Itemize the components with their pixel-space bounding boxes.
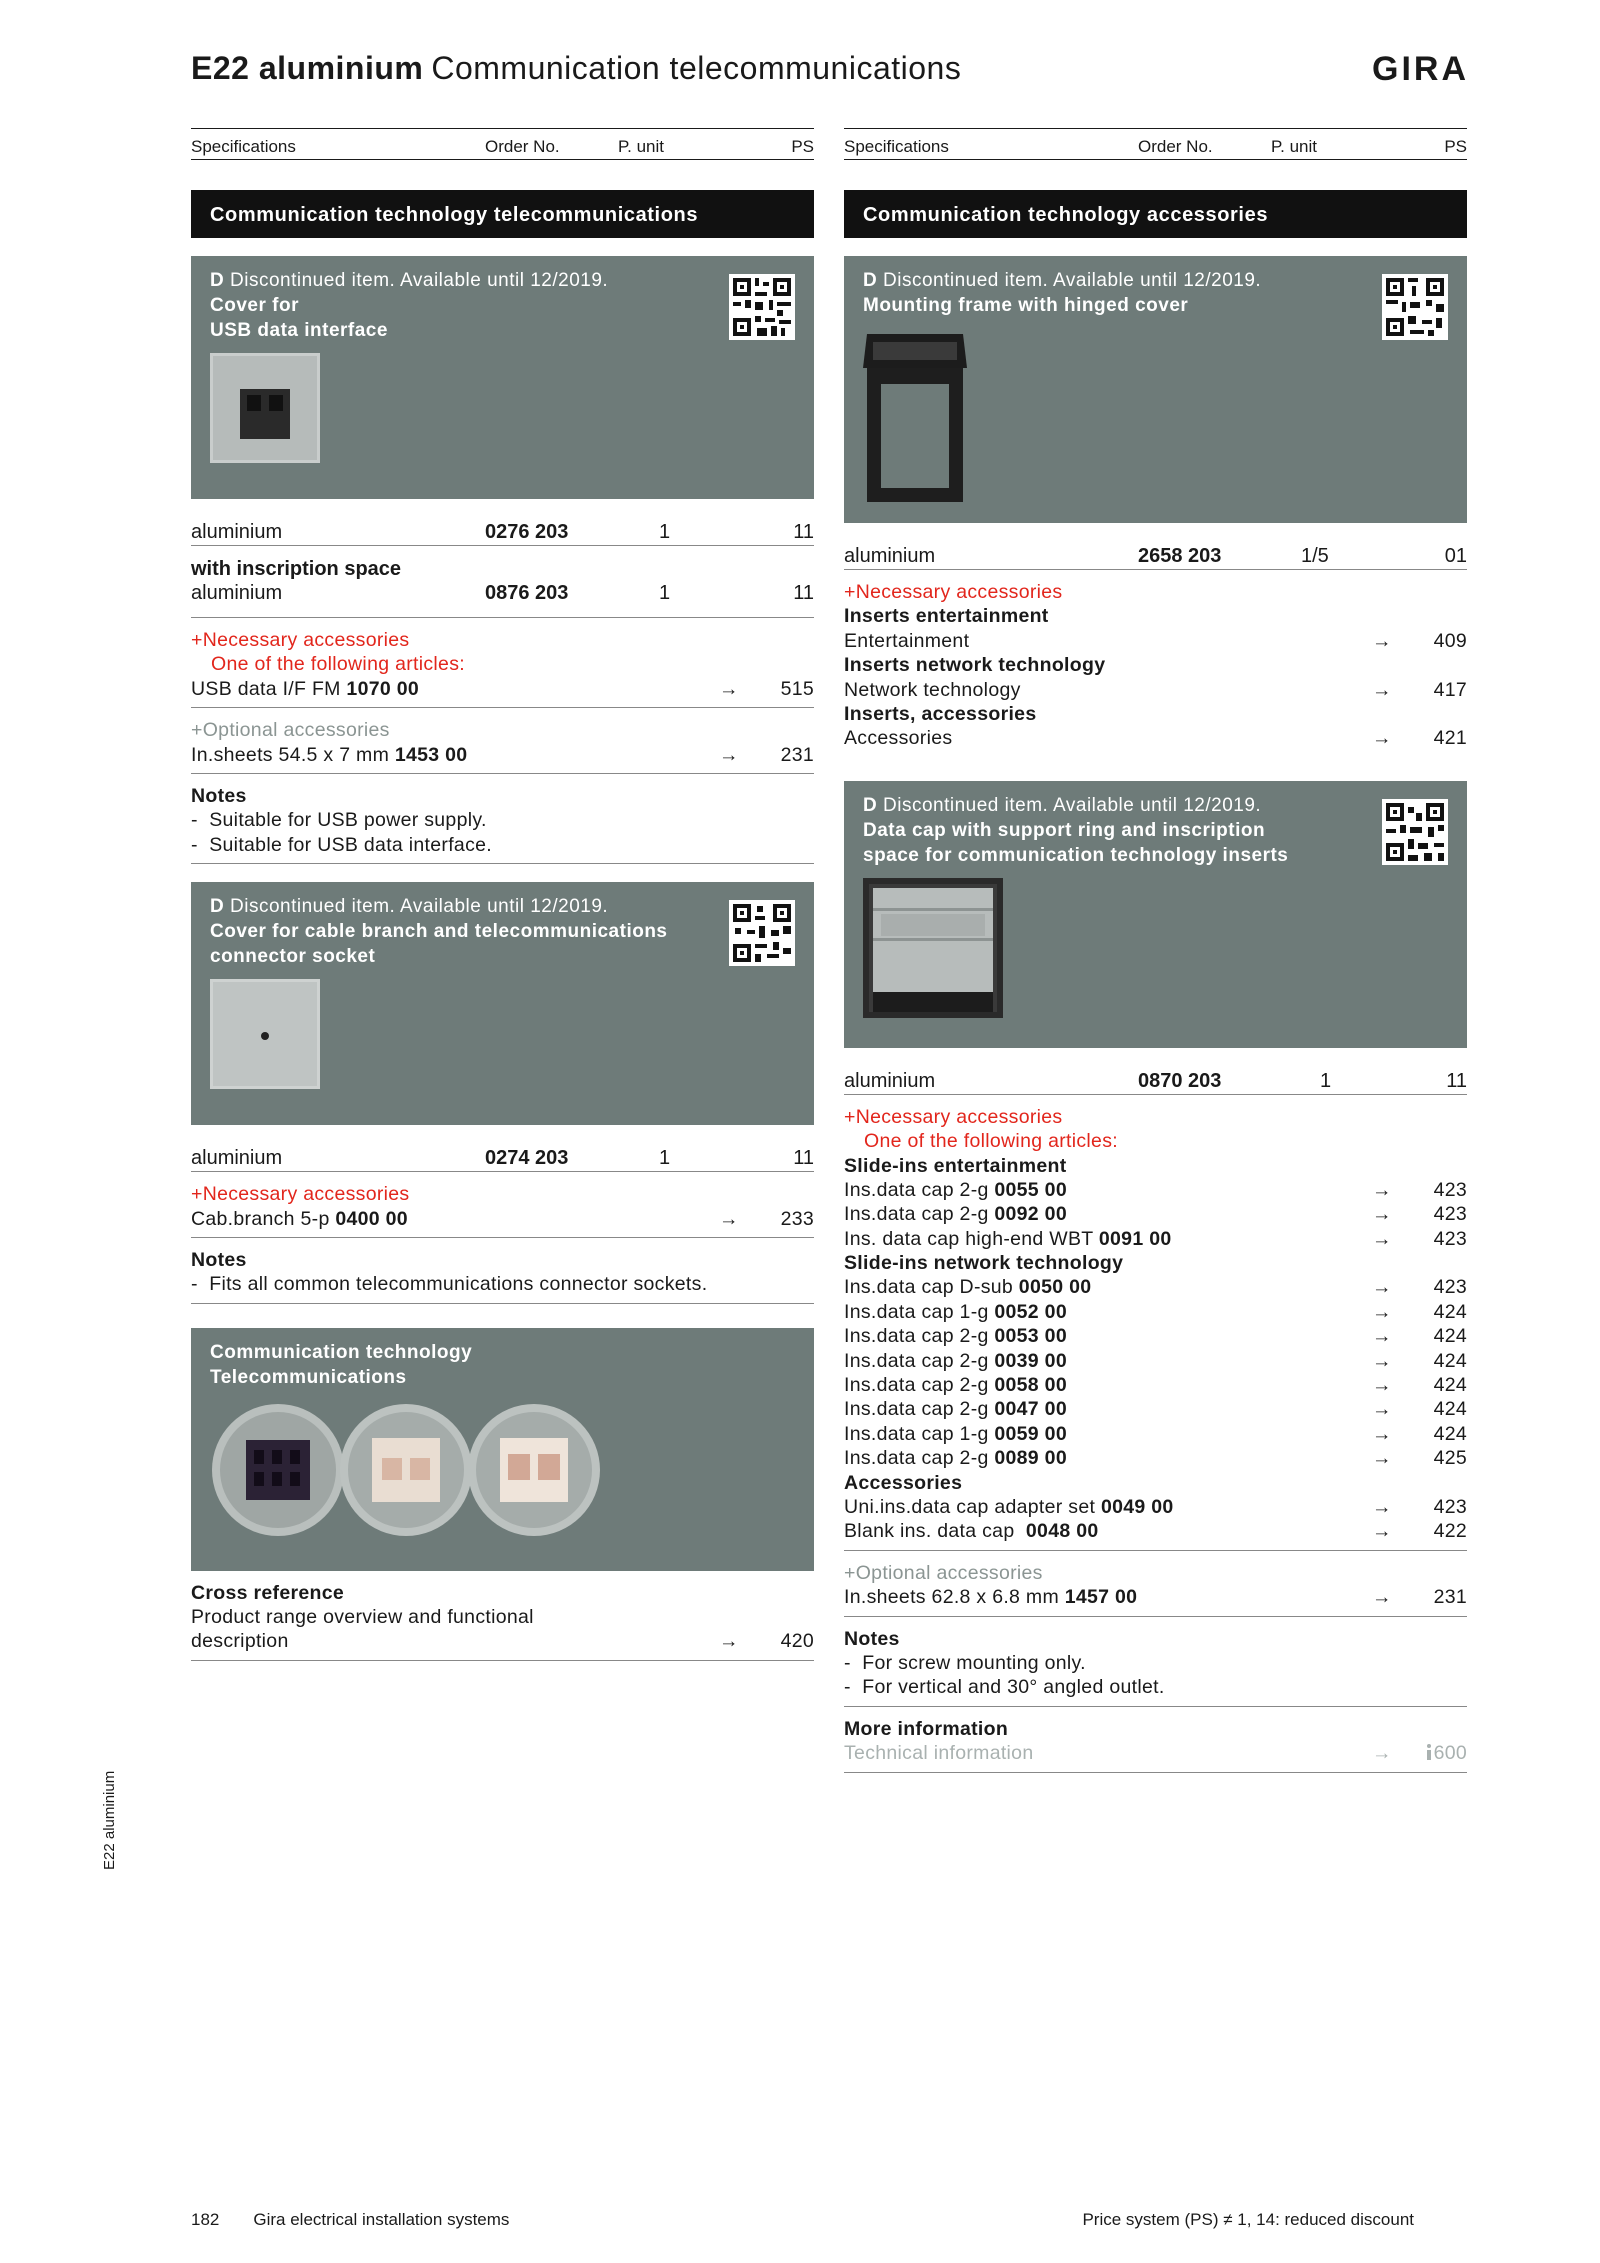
acc-item-no: 1453 00 (394, 743, 468, 766)
acc-title: Necessary accessories (202, 629, 410, 651)
product-panel-telecom-overview (191, 1328, 814, 1571)
arrow-icon: → (1372, 1325, 1392, 1348)
acc-item: Ins.data cap 2-g (844, 1178, 989, 1201)
row-spec: aluminium (844, 1069, 936, 1092)
page-ref[interactable]: 600 (1433, 1742, 1467, 1765)
footer-price-note: Price system (PS) ≠ 1, 14: reduced discount (1082, 2210, 1414, 2229)
acc-item-no: 0050 00 (1018, 1276, 1092, 1299)
acc-item-no: 0039 00 (994, 1349, 1067, 1372)
section-bar: Communication technology accessories (844, 190, 1467, 238)
more-title: More information (844, 1717, 1009, 1740)
row-spec: aluminium (844, 545, 936, 567)
row-spec: aluminium (191, 582, 283, 604)
note-item: Fits all common telecommunications connector sockets. (209, 1273, 708, 1296)
acc-item: Ins.data cap 1-g (844, 1422, 989, 1445)
page-ref[interactable]: 422 (1433, 1520, 1467, 1543)
acc-item-no: 0089 00 (994, 1447, 1067, 1470)
arrow-icon: → (1372, 678, 1392, 701)
row-ps: 11 (1446, 1069, 1467, 1092)
product-panel-data-cap (844, 781, 1467, 1048)
cross-line1: Product range overview and functional (191, 1606, 534, 1629)
arrow-icon: → (1372, 1398, 1392, 1421)
header-punit: P. unit (1271, 137, 1318, 156)
necessary-accessories (844, 1095, 1467, 1551)
page-ref[interactable]: 423 (1433, 1178, 1467, 1201)
disc-text: Discontinued item. Available until 12/2019. (883, 794, 1262, 816)
acc-sub: One of the following articles: (211, 653, 465, 676)
row-ps: 11 (793, 1147, 814, 1170)
disc-letter: D (210, 896, 225, 918)
header-spec: Specifications (191, 137, 296, 156)
arrow-icon: → (719, 677, 739, 700)
acc-item: USB data I/F FM (191, 677, 341, 700)
arrow-icon: → (1372, 1422, 1392, 1445)
acc-item: Ins. data cap high-end WBT (844, 1227, 1094, 1250)
more-information (844, 1707, 1467, 1773)
acc-item: Ins.data cap 1-g (844, 1300, 989, 1323)
brand-logo: GIRA (1372, 50, 1469, 88)
header-punit: P. unit (618, 137, 665, 156)
acc-item-no: 0053 00 (994, 1325, 1067, 1348)
mounting-frame-image (863, 328, 967, 508)
page-ref[interactable]: 424 (1433, 1374, 1467, 1397)
row-spec: aluminium (191, 1147, 283, 1170)
acc-item: Ins.data cap 2-g (844, 1203, 989, 1226)
acc-item: Ins.data cap 2-g (844, 1374, 989, 1397)
order-row (191, 499, 814, 546)
footer-left (191, 2210, 509, 2230)
plus-icon: + (191, 719, 203, 742)
page-ref[interactable]: 417 (1433, 678, 1467, 701)
acc-group: Inserts entertainment (844, 605, 1049, 628)
product-title-line1: Cover for (210, 295, 299, 316)
plus-icon: + (191, 629, 203, 651)
page-ref[interactable]: 420 (780, 1630, 814, 1653)
row-punit: 1 (659, 521, 671, 543)
page-ref[interactable]: 231 (780, 743, 814, 766)
qr-code-icon[interactable] (1382, 274, 1448, 340)
arrow-icon: → (719, 1630, 739, 1653)
acc-title: Optional accessories (202, 719, 390, 742)
notes (191, 1238, 814, 1304)
acc-item-no: 0058 00 (994, 1374, 1067, 1397)
page-ref[interactable]: 409 (1433, 629, 1467, 652)
acc-item-no: 0055 00 (994, 1178, 1067, 1201)
acc-item-no: 0091 00 (1098, 1227, 1172, 1250)
disc-text: Discontinued item. Available until 12/2019. (883, 270, 1262, 291)
acc-item: In.sheets 62.8 x 6.8 mm (844, 1586, 1060, 1609)
arrow-icon: → (1372, 1520, 1392, 1543)
row-order: 2658 203 (1138, 545, 1222, 567)
row-spec-title: with inscription space (191, 558, 402, 580)
product-title-line2: USB data interface (210, 320, 388, 341)
acc-item-no: 0092 00 (994, 1203, 1067, 1226)
page-ref[interactable]: 424 (1433, 1300, 1467, 1323)
product-panel-mounting-frame (844, 256, 1467, 523)
acc-group: Slide-ins entertainment (844, 1154, 1067, 1177)
necessary-accessories (844, 570, 1467, 757)
dash: - (191, 809, 198, 832)
row-order: 0274 203 (485, 1147, 569, 1170)
page-ref[interactable]: 424 (1433, 1349, 1467, 1372)
acc-item-no: 1457 00 (1064, 1586, 1138, 1609)
arrow-icon: → (1372, 629, 1392, 652)
order-row (844, 1048, 1467, 1095)
acc-item: In.sheets 54.5 x 7 mm (191, 743, 390, 766)
header-order: Order No. (1138, 137, 1213, 156)
plus-icon: + (844, 1105, 856, 1128)
arrow-icon: → (1372, 1495, 1392, 1518)
arrow-icon: → (719, 1207, 739, 1230)
acc-item: Ins.data cap 2-g (844, 1398, 989, 1421)
acc-group: Accessories (844, 1471, 963, 1494)
arrow-icon: → (1372, 1374, 1392, 1397)
note-item: Suitable for USB power supply. (209, 809, 487, 832)
order-row (191, 546, 814, 618)
acc-item: Entertainment (844, 629, 970, 652)
arrow-icon: → (1372, 1349, 1392, 1372)
telecom-sockets-image (210, 1398, 600, 1548)
acc-item: Uni.ins.data cap adapter set (844, 1495, 1096, 1518)
order-row (191, 1125, 814, 1172)
acc-group: Slide-ins network technology (844, 1252, 1124, 1275)
acc-group: Inserts network technology (844, 654, 1106, 677)
table-header (191, 128, 814, 160)
acc-item: Ins.data cap 2-g (844, 1325, 989, 1348)
plus-icon: + (844, 581, 856, 603)
table-header (844, 128, 1467, 160)
arrow-icon: → (1372, 1300, 1392, 1323)
product-title-line2: connector socket (210, 946, 376, 968)
acc-item: Ins.data cap 2-g (844, 1349, 989, 1372)
row-punit: 1/5 (1301, 545, 1329, 567)
row-order: 0276 203 (485, 521, 569, 543)
cross-title: Cross reference (191, 1581, 344, 1604)
acc-item: Ins.data cap D-sub (844, 1276, 1014, 1299)
acc-item: Accessories (844, 727, 953, 750)
row-ps: 11 (793, 521, 814, 543)
qr-code-icon[interactable] (729, 274, 795, 340)
row-punit: 1 (659, 1147, 671, 1170)
acc-item-no: 0047 00 (994, 1398, 1067, 1421)
qr-code-icon[interactable] (1382, 799, 1448, 865)
info-icon (1424, 1743, 1434, 1761)
arrow-icon: → (1372, 1586, 1392, 1609)
notes-title: Notes (844, 1627, 900, 1650)
cable-branch-cover-image (210, 979, 320, 1089)
disc-letter: D (210, 270, 225, 291)
page-ref[interactable]: 424 (1433, 1325, 1467, 1348)
optional-accessories (844, 1551, 1467, 1617)
arrow-icon: → (1372, 727, 1392, 750)
acc-title: Necessary accessories (202, 1183, 410, 1206)
acc-item: Blank ins. data cap (844, 1520, 1021, 1543)
note-item: For screw mounting only. (862, 1651, 1086, 1674)
cross-reference (191, 1571, 814, 1661)
page-title-bold: E22 aluminium (191, 50, 424, 86)
more-item[interactable]: Technical information (844, 1742, 1034, 1765)
acc-item-no: 1070 00 (346, 677, 420, 700)
disc-text: Discontinued item. Available until 12/2019. (230, 896, 609, 918)
page-ref[interactable]: 423 (1433, 1276, 1467, 1299)
product-title-line2: space for communication technology inserts (863, 844, 1289, 866)
dash: - (844, 1651, 851, 1674)
cross-line2: description (191, 1630, 289, 1653)
row-punit: 1 (1320, 1069, 1332, 1092)
page-ref[interactable]: 424 (1433, 1422, 1467, 1445)
acc-item-no: 0059 00 (994, 1422, 1067, 1445)
acc-item: Ins.data cap 2-g (844, 1447, 989, 1470)
note-item: For vertical and 30° angled outlet. (862, 1676, 1165, 1699)
product-title-line1: Mounting frame with hinged cover (863, 295, 1189, 316)
header-spec: Specifications (844, 137, 949, 156)
right-column (844, 128, 1467, 1773)
row-order: 0870 203 (1138, 1069, 1222, 1092)
notes (191, 774, 814, 864)
arrow-icon: → (1372, 1447, 1392, 1470)
row-ps: 11 (793, 582, 814, 604)
necessary-accessories (191, 1172, 814, 1238)
left-column (191, 128, 814, 1661)
header-ps: PS (791, 137, 814, 156)
order-row (844, 523, 1467, 570)
arrow-icon: → (719, 743, 739, 766)
acc-title: Optional accessories (855, 1561, 1043, 1584)
acc-title: Necessary accessories (855, 1105, 1063, 1128)
panel-title-line2: Telecommunications (210, 1366, 407, 1388)
dash: - (191, 833, 198, 856)
header-order: Order No. (485, 137, 560, 156)
page-title-subtitle: Communication telecommunications (431, 50, 962, 86)
row-spec: aluminium (191, 521, 283, 543)
product-panel-cable-branch-cover (191, 882, 814, 1125)
acc-title: Necessary accessories (855, 581, 1063, 603)
acc-sub: One of the following articles: (864, 1130, 1118, 1153)
page-ref[interactable]: 231 (1433, 1586, 1467, 1609)
plus-icon: + (191, 1183, 203, 1206)
note-item: Suitable for USB data interface. (209, 833, 492, 856)
acc-group: Inserts, accessories (844, 702, 1037, 725)
dash: - (844, 1676, 851, 1699)
page-ref[interactable]: 423 (1433, 1227, 1467, 1250)
page-ref[interactable]: 424 (1433, 1398, 1467, 1421)
disc-letter: D (863, 794, 878, 816)
acc-item-no: 0400 00 (335, 1207, 408, 1230)
section-bar: Communication technology telecommunications (191, 190, 814, 238)
page-ref[interactable]: 421 (1433, 727, 1467, 750)
acc-item: Network technology (844, 678, 1021, 701)
arrow-icon: → (1372, 1178, 1392, 1201)
acc-item-no: 0049 00 (1100, 1495, 1174, 1518)
qr-code-icon[interactable] (729, 900, 795, 966)
row-punit: 1 (659, 582, 671, 604)
row-order: 0876 203 (485, 582, 569, 604)
page-ref[interactable]: 423 (1433, 1495, 1467, 1518)
panel-title-line1: Communication technology (210, 1341, 473, 1363)
notes (844, 1617, 1467, 1707)
dash: - (191, 1273, 198, 1296)
page-ref[interactable]: 423 (1433, 1203, 1467, 1226)
arrow-icon: → (1372, 1742, 1392, 1765)
product-panel-usb-cover (191, 256, 814, 499)
notes-title: Notes (191, 784, 247, 807)
acc-item: Cab.branch 5-p (191, 1207, 330, 1230)
necessary-accessories (191, 618, 814, 708)
side-label: E22 aluminium (101, 1770, 118, 1870)
page-number: 182 (191, 2210, 220, 2229)
acc-item-no: 0048 00 (1025, 1520, 1099, 1543)
arrow-icon: → (1372, 1227, 1392, 1250)
data-cap-image (863, 878, 1003, 1018)
acc-item-no: 0052 00 (994, 1300, 1067, 1323)
publication-name: Gira electrical installation systems (253, 2210, 510, 2229)
optional-accessories (191, 708, 814, 774)
product-title-line1: Data cap with support ring and inscription (863, 819, 1266, 841)
arrow-icon: → (1372, 1276, 1392, 1299)
page-ref[interactable]: 233 (780, 1207, 814, 1230)
page-ref[interactable]: 515 (780, 677, 814, 700)
product-title-line1: Cover for cable branch and telecommunications (210, 921, 668, 943)
page-ref[interactable]: 425 (1433, 1447, 1467, 1470)
disc-text: Discontinued item. Available until 12/2019. (230, 270, 609, 291)
page-title (191, 50, 961, 87)
arrow-icon: → (1372, 1203, 1392, 1226)
disc-letter: D (863, 270, 878, 291)
row-ps: 01 (1444, 545, 1467, 567)
plus-icon: + (844, 1561, 856, 1584)
header-ps: PS (1444, 137, 1467, 156)
usb-cover-image (210, 353, 320, 463)
notes-title: Notes (191, 1248, 247, 1271)
